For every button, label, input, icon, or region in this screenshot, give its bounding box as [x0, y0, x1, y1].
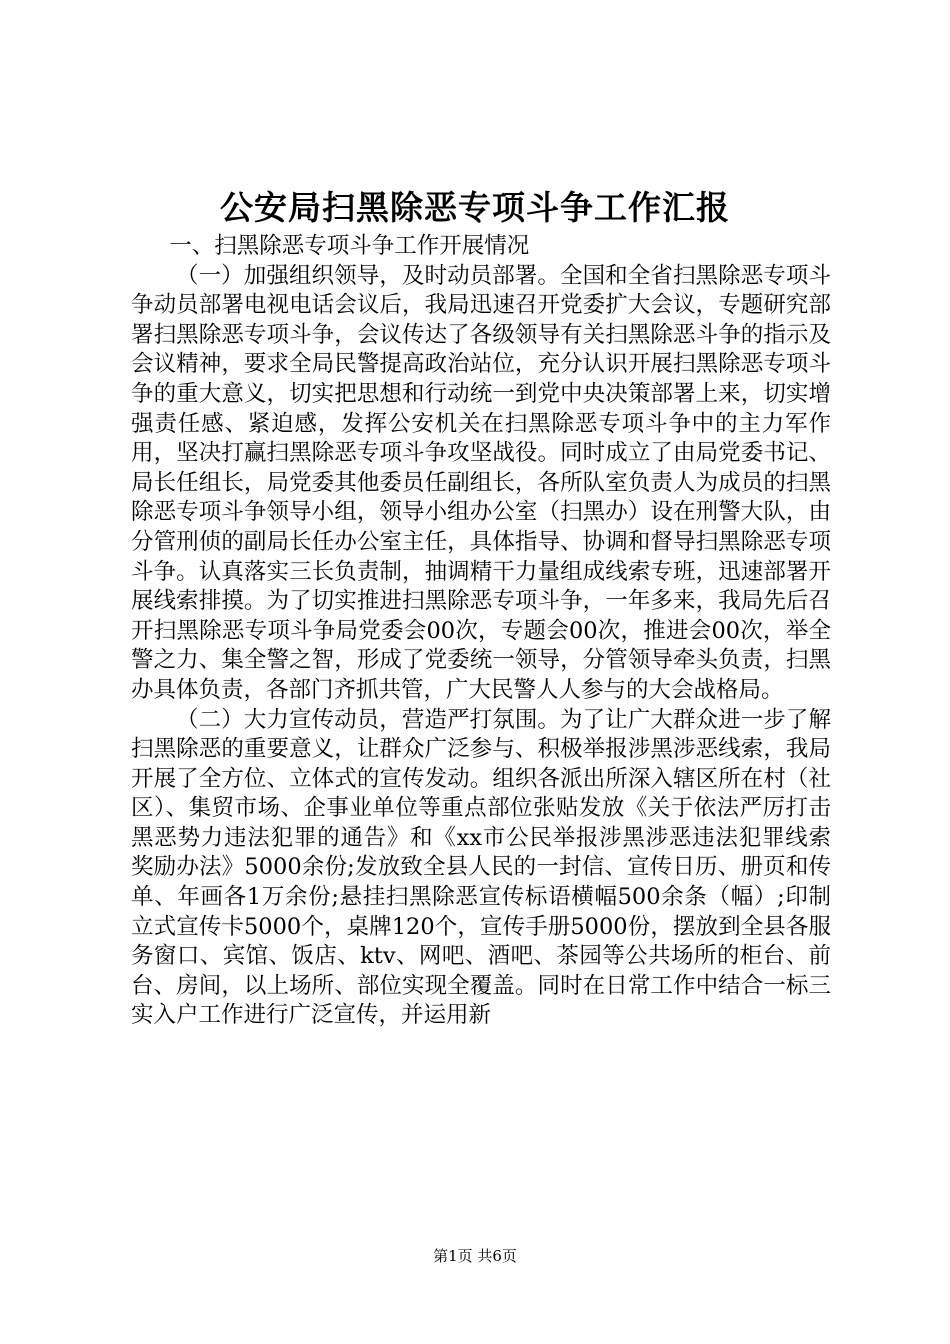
section-heading: 一、扫黑除恶专项斗争工作开展情况 [169, 233, 530, 259]
paragraph-organization: （一）加强组织领导，及时动员部署。全国和全省扫黑除恶专项斗争动员部署电视电话会议后，我局迅速召开党委扩大会议，专题研究部署扫黑除恶专项斗争，会议传达了各级领导有关扫黑除恶斗争的指示及会议精神，要求全局民警提高政治站位，充分认识开展扫黑除恶专项斗争的重大意义，切实把思想和行动统一到党中央决策部署上来，切实增强责任感、紧迫感，发挥公安机关在扫黑除恶专项斗争中的主力军作用，坚决打赢扫黑除恶专项斗争攻坚战役。同时成立了由局党委书记、局长任组长，局党委其他委员任副组长，各所队室负责人为成员的扫黑除恶专项斗争领导小组，领导小组办公室（扫黑办）设在刑警大队，由分管刑侦的副局长任办公室主任，具体指导、协调和督导扫黑除恶专项斗争。认真落实三长负责制，抽调精干力量组成线索专班，迅速部署开展线索排摸。为了切实推进扫黑除恶专项斗争，一年多来，我局先后召开扫黑除恶专项斗争局党委会00次，专题会00次，推进会00次，举全警之力、集全警之智，形成了党委统一领导，分管领导牵头负责，扫黑办具体负责，各部门齐抓共管，广大民警人人参与的大会战格局。 [131, 262, 831, 703]
document-title: 公安局扫黑除恶专项斗争工作汇报 [220, 188, 730, 227]
paragraph-publicity: （二）大力宣传动员，营造严打氛围。为了让广大群众进一步了解扫黑除恶的重要意义，让群众广泛参与、积极举报涉黑涉恶线索，我局开展了全方位、立体式的宣传发动。组织各派出所深入辖区所在村（社区）、集贸市场、企事业单位等重点部位张贴发放《关于依法严厉打击黑恶势力违法犯罪的通告》和《xx市公民举报涉黑涉恶违法犯罪线索奖励办法》5000余份;发放致全县人民的一封信、宣传日历、册页和传单、年画各1万余份;悬挂扫黑除恶宣传标语横幅500余条（幅）;印制立式宣传卡5000个，桌牌120个，宣传手册5000份，摆放到全县各服务窗口、宾馆、饭店、ktv、网吧、酒吧、茶园等公共场所的柜台、前台、房间，以上场所、部位实现全覆盖。同时在日常工作中结合一标三实入户工作进行广泛宣传，并运用新 [131, 706, 831, 1029]
page-footer: 第1页 共6页 [433, 1247, 517, 1265]
document-body [131, 232, 831, 1031]
